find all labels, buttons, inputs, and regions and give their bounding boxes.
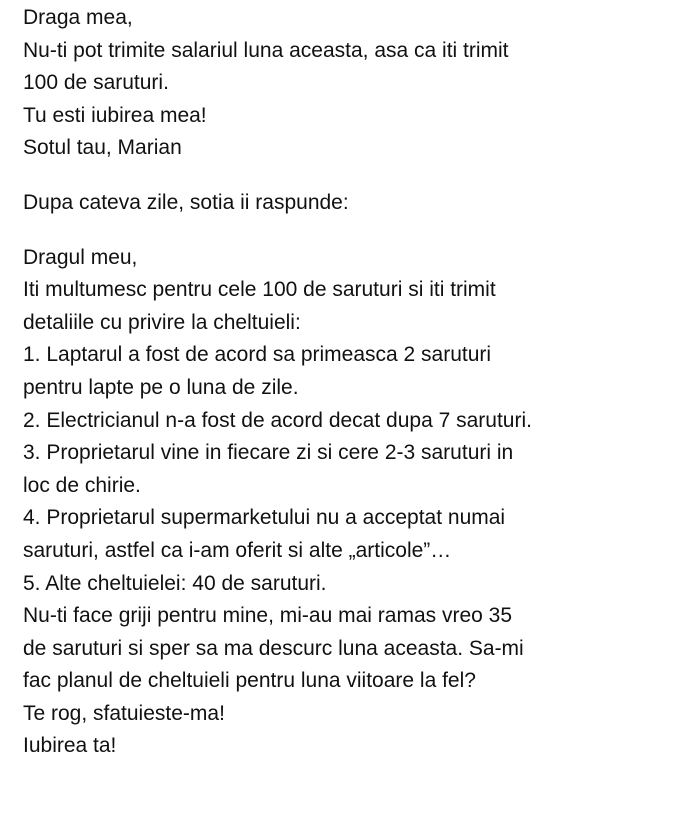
first-letter-signature: Sotul tau, Marian xyxy=(23,136,182,160)
second-letter-line: Te rog, sfatuieste-ma! xyxy=(23,701,225,725)
paragraph-spacer xyxy=(23,220,668,242)
second-letter-line: saruturi, astfel ca i-am oferit si alte „articole”… xyxy=(23,538,452,562)
paragraph-spacer xyxy=(23,165,668,187)
second-letter-signature: Iubirea ta! xyxy=(23,734,117,758)
narration-line: Dupa cateva zile, sotia ii raspunde: xyxy=(23,190,349,214)
second-letter-line: 5. Alte cheltuielei: 40 de saruturi. xyxy=(23,571,327,595)
second-letter-line: de saruturi si sper sa ma descurc luna aceasta. Sa-mi xyxy=(23,636,524,660)
first-letter xyxy=(23,2,668,165)
document-text xyxy=(23,2,668,763)
second-letter xyxy=(23,242,668,764)
second-letter-greeting: Dragul meu, xyxy=(23,245,138,269)
second-letter-line: loc de chirie. xyxy=(23,473,141,497)
first-letter-greeting: Draga mea, xyxy=(23,6,133,29)
second-letter-line: Iti multumesc pentru cele 100 de saruturi si iti trimit xyxy=(23,278,496,302)
first-letter-line: 100 de saruturi. xyxy=(23,71,169,95)
second-letter-line: fac planul de cheltuieli pentru luna viitoare la fel? xyxy=(23,669,476,693)
second-letter-line: pentru lapte pe o luna de zile. xyxy=(23,375,299,399)
second-letter-line: 4. Proprietarul supermarketului nu a acceptat numai xyxy=(23,506,506,530)
second-letter-line: 1. Laptarul a fost de acord sa primeasca 2 saruturi xyxy=(23,343,492,367)
first-letter-line: Nu-ti pot trimite salariul luna aceasta, asa ca iti trimit xyxy=(23,38,509,62)
second-letter-line: Nu-ti face griji pentru mine, mi-au mai ramas vreo 35 xyxy=(23,604,513,628)
first-letter-line: Tu esti iubirea mea! xyxy=(23,103,207,127)
second-letter-line: detaliile cu privire la cheltuieli: xyxy=(23,310,301,334)
second-letter-line: 2. Electricianul n-a fost de acord decat dupa 7 saruturi. xyxy=(23,408,532,432)
second-letter-line: 3. Proprietarul vine in fiecare zi si cere 2-3 saruturi in xyxy=(23,441,514,465)
